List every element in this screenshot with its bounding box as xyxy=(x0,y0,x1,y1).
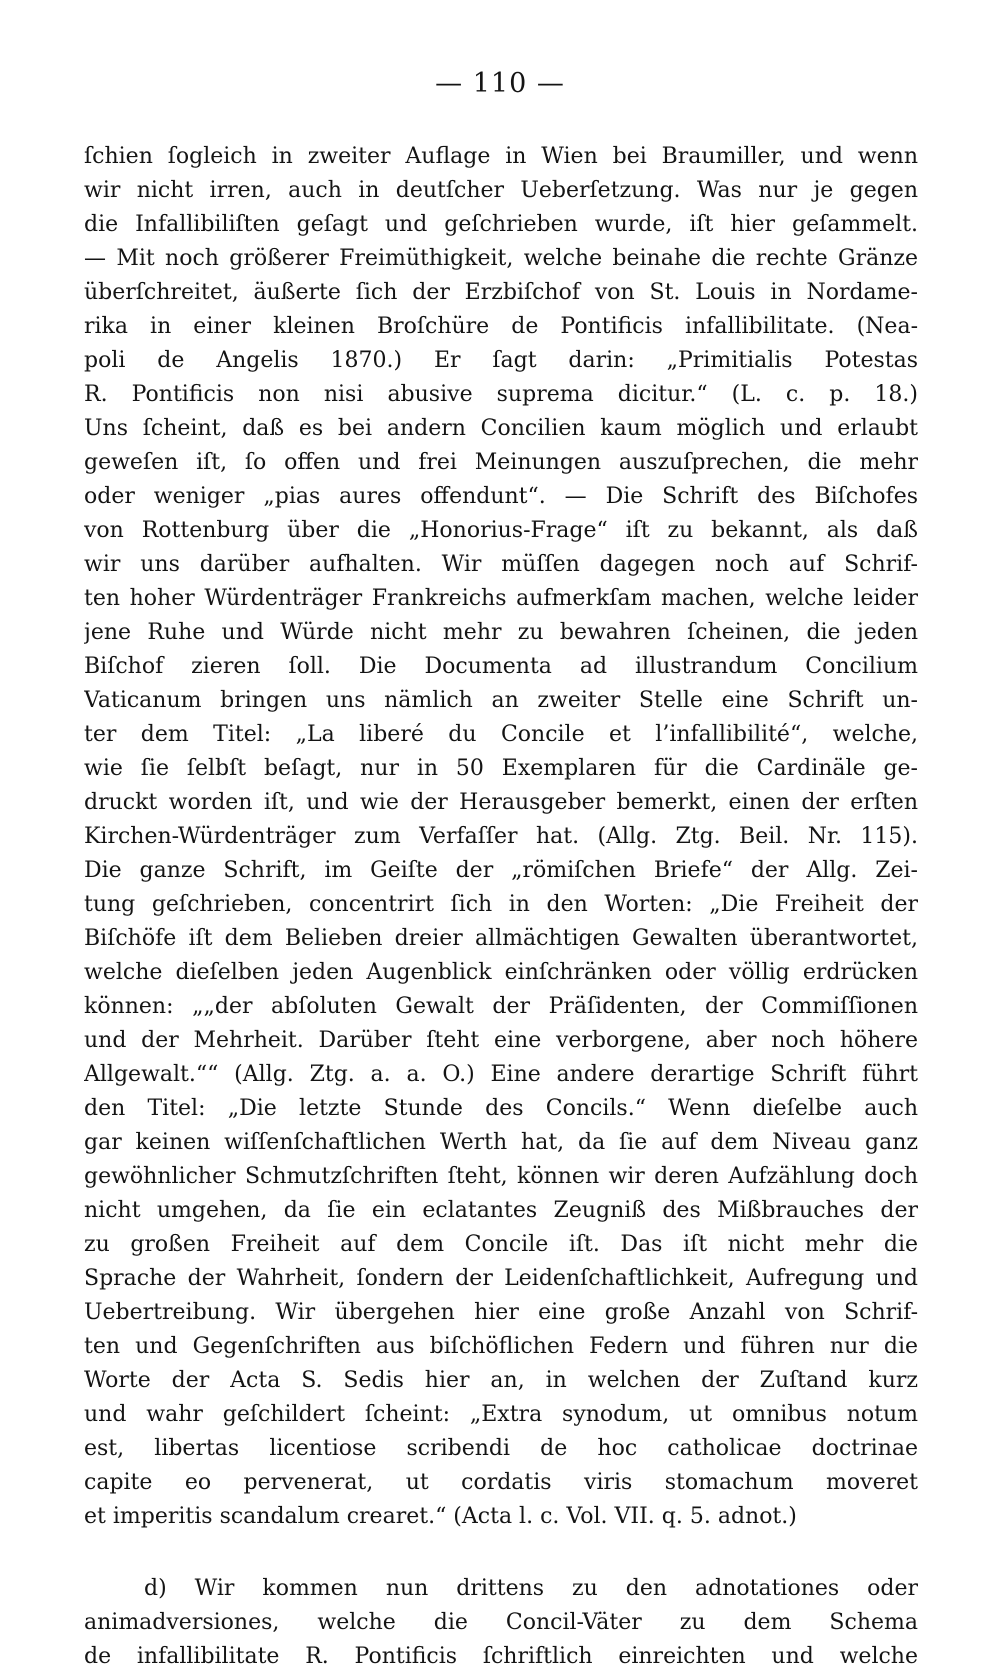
text-line: Kirchen-Würdenträger zum Verfaſſer hat. (Allg. Ztg. Beil. Nr. 115). xyxy=(84,824,918,849)
text-line: geweſen iſt, ſo offen und frei Meinungen auszuſprechen, die mehr xyxy=(84,450,918,475)
text-line: Die ganze Schrift, im Geiſte der „römiſchen Briefe“ der Allg. Zei- xyxy=(84,858,918,883)
text-line: wie ſie ſelbſt beſagt, nur in 50 Exemplaren für die Cardinäle ge- xyxy=(84,756,918,781)
text-line: et imperitis scandalum crearet.“ (Acta l. c. Vol. VII. q. 5. adnot.) xyxy=(84,1504,797,1529)
text-line: nicht umgehen, da ſie ein eclatantes Zeugniß des Mißbrauches der xyxy=(84,1198,918,1223)
text-line: ten und Gegenſchriften aus biſchöflichen Federn und führen nur die xyxy=(84,1334,918,1359)
text-line: — Mit noch größerer Freimüthigkeit, welche beinahe die rechte Gränze xyxy=(84,246,918,271)
text-line: wir nicht irren, auch in deutſcher Ueberſetzung. Was nur je gegen xyxy=(84,178,918,203)
text-line: gewöhnlicher Schmutzſchriften ſteht, können wir deren Aufzählung doch xyxy=(84,1164,918,1189)
text-line: rika in einer kleinen Broſchüre de Pontificis infallibilitate. (Nea- xyxy=(84,314,918,339)
text-line: ten hoher Würdenträger Frankreichs aufmerkſam machen, welche leider xyxy=(84,586,918,611)
text-line: den Titel: „Die letzte Stunde des Concils.“ Wenn dieſelbe auch xyxy=(84,1096,918,1121)
text-line: druckt worden iſt, und wie der Herausgeber bemerkt, einen der erſten xyxy=(84,790,918,815)
text-line: tung geſchrieben, concentrirt ſich in den Worten: „Die Freiheit der xyxy=(84,892,918,917)
paragraph-2 xyxy=(84,1572,918,1674)
text-line: und wahr geſchildert ſcheint: „Extra synodum, ut omnibus notum xyxy=(84,1402,918,1427)
paragraph-1 xyxy=(84,140,918,1534)
text-line: animadversiones, welche die Concil-Väter zu dem Schema xyxy=(84,1610,918,1635)
text-line: d) Wir kommen nun drittens zu den adnotationes oder xyxy=(144,1576,918,1601)
text-line: jene Ruhe und Würde nicht mehr zu bewahren ſcheinen, die jeden xyxy=(84,620,918,645)
text-line: Uns ſcheint, daß es bei andern Concilien kaum möglich und erlaubt xyxy=(84,416,918,441)
text-line: capite eo pervenerat, ut cordatis viris stomachum moveret xyxy=(84,1470,918,1495)
page-number: — 110 — xyxy=(435,68,565,99)
text-line: Sprache der Wahrheit, ſondern der Leidenſchaftlichkeit, Aufregung und xyxy=(84,1266,918,1291)
text-line: poli de Angelis 1870.) Er ſagt darin: „Primitialis Potestas xyxy=(84,348,918,373)
text-line: von Rottenburg über die „Honorius-Frage“ iſt zu bekannt, als daß xyxy=(84,518,918,543)
text-line: gar keinen wiſſenſchaftlichen Werth hat, da ſie auf dem Niveau ganz xyxy=(84,1130,918,1155)
text-line: est, libertas licentiose scribendi de hoc catholicae doctrinae xyxy=(84,1436,918,1461)
text-line: ter dem Titel: „La liberé du Concile et l’infallibilité“, welche, xyxy=(84,722,918,747)
text-line: zu großen Freiheit auf dem Concile iſt. Das iſt nicht mehr die xyxy=(84,1232,918,1257)
text-line: welche dieſelben jeden Augenblick einſchränken oder völlig erdrücken xyxy=(84,960,918,985)
paragraph-gap xyxy=(84,1534,918,1572)
text-line: überſchreitet, äußerte ſich der Erzbiſchof von St. Louis in Nordame- xyxy=(84,280,918,305)
text-line: Biſchof zieren ſoll. Die Documenta ad illustrandum Concilium xyxy=(84,654,918,679)
text-line: können: „„der abſoluten Gewalt der Präſidenten, der Commiſſionen xyxy=(84,994,918,1019)
text-line: und der Mehrheit. Darüber ſteht eine verborgene, aber noch höhere xyxy=(84,1028,918,1053)
text-line: oder weniger „pias aures offendunt“. — Die Schrift des Biſchofes xyxy=(84,484,918,509)
text-line: ſchien ſogleich in zweiter Auflage in Wien bei Braumiller, und wenn xyxy=(84,144,918,169)
text-line: Worte der Acta S. Sedis hier an, in welchen der Zuſtand kurz xyxy=(84,1368,918,1393)
text-line: Vaticanum bringen uns nämlich an zweiter Stelle eine Schrift un- xyxy=(84,688,918,713)
body-text xyxy=(84,140,918,1674)
text-line: R. Pontificis non nisi abusive suprema dicitur.“ (L. c. p. 18.) xyxy=(84,382,918,407)
text-line: die Infallibiliſten geſagt und geſchrieben wurde, iſt hier geſammelt. xyxy=(84,212,918,237)
text-line: Uebertreibung. Wir übergehen hier eine große Anzahl von Schrif- xyxy=(84,1300,918,1325)
text-line: Biſchöfe iſt dem Belieben dreier allmächtigen Gewalten überantwortet, xyxy=(84,926,918,951)
text-line: Allgewalt.““ (Allg. Ztg. a. a. O.) Eine andere derartige Schrift führt xyxy=(84,1062,918,1087)
text-line: de infallibilitate R. Pontificis ſchriftlich einreichten und welche xyxy=(84,1644,918,1669)
text-line: wir uns darüber aufhalten. Wir müſſen dagegen noch auf Schrif- xyxy=(84,552,918,577)
